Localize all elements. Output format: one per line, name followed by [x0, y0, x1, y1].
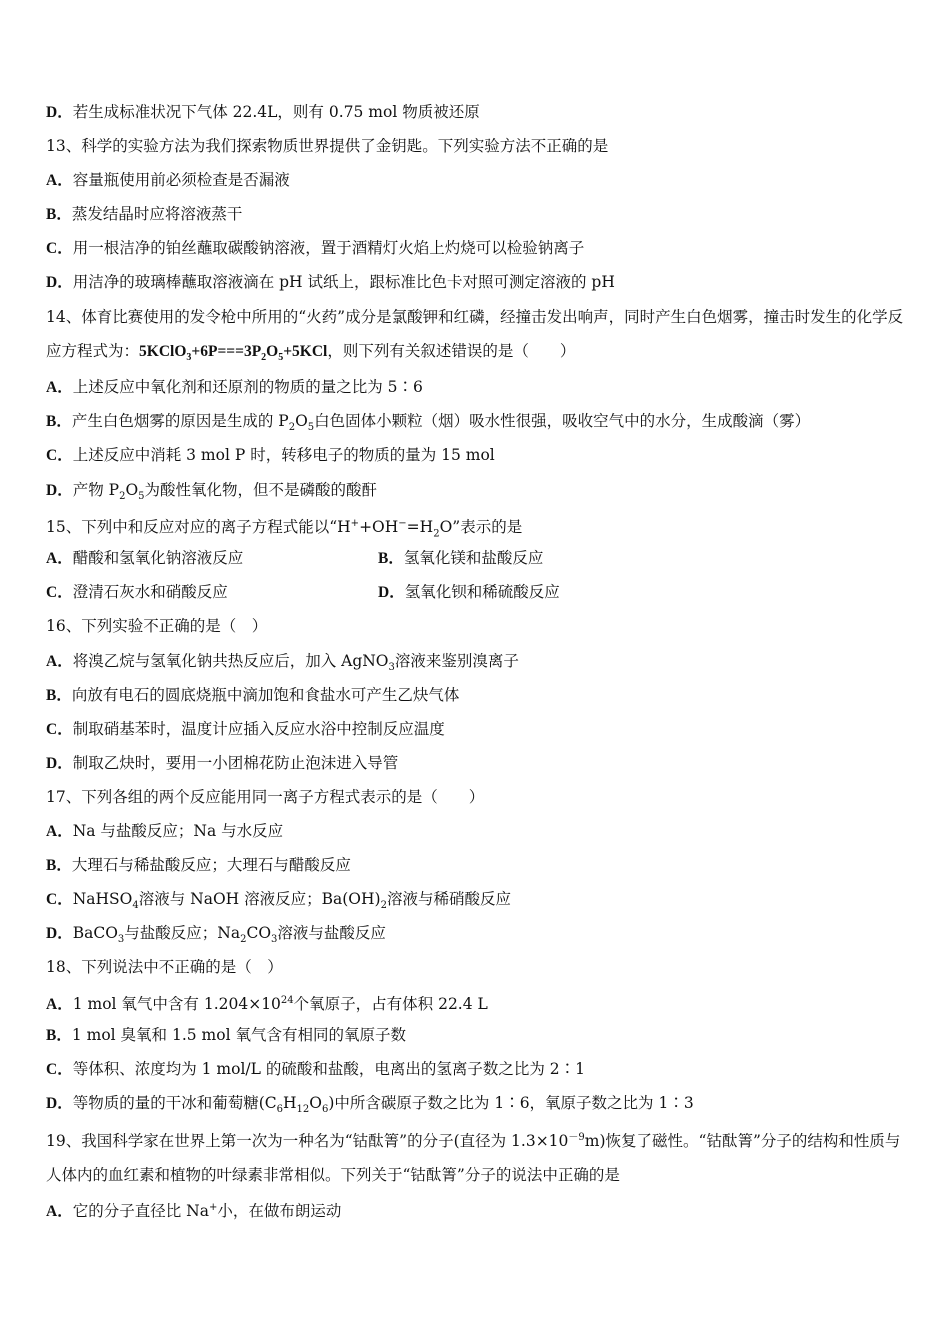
- option-label: A．: [46, 379, 73, 396]
- q14-equation: $5KClO_3+6P===3P_2O_5+5KCl$: [139, 343, 328, 364]
- q15-option-d: D．氢氧化钡和稀硫酸反应: [378, 583, 560, 601]
- q18-stem: 18、下列说法中不正确的是（ ）: [46, 958, 283, 976]
- q15-option-c: C．澄清石灰水和硝酸反应: [46, 583, 228, 601]
- q17-option-a: [46, 820, 283, 843]
- option-label: D．: [46, 755, 73, 772]
- option-text: 它的分子直径比 Na+小，在做布朗运动: [72, 1202, 342, 1221]
- option-text: 1 mol 氧气中含有 $1.204\times 10^{24}$个氧原子，占有体积 22.4 L: [72, 995, 488, 1014]
- q13-option-c: [46, 237, 584, 260]
- q15-options-row2: [46, 581, 906, 604]
- option-label: A．: [46, 823, 73, 840]
- q18-option-b: [46, 1024, 406, 1047]
- q16-option-c: [46, 718, 445, 741]
- q15-option-a: A．醋酸和氢氧化钠溶液反应: [46, 549, 244, 567]
- option-label: B．: [46, 687, 72, 704]
- option-text: 容量瓶使用前必须检查是否漏液: [72, 171, 290, 189]
- option-text: NaHSO$_4$溶液与 NaOH 溶液反应；$Ba(OH)_2$溶液与稀硝酸反应: [72, 890, 511, 912]
- q14-stem: [46, 300, 904, 375]
- q14-option-d: [46, 479, 377, 508]
- option-label: B．: [46, 413, 72, 430]
- option-text: 用洁净的玻璃棒蘸取溶液滴在 pH 试纸上，跟标准比色卡对照可测定溶液的 pH: [72, 273, 615, 291]
- q13-option-d: [46, 271, 615, 294]
- option-label: A．: [46, 1203, 73, 1221]
- q17-option-d: [46, 922, 386, 951]
- option-label: A．: [46, 172, 73, 189]
- option-label: C．: [46, 891, 73, 908]
- option-label: C．: [46, 721, 73, 738]
- option-text: 将溴乙烷与氢氧化钠共热反应后，加入 AgNO$_3$溶液来鉴别溴离子: [72, 652, 519, 674]
- option-label: D．: [46, 1095, 73, 1112]
- option-label: D．: [46, 104, 73, 121]
- option-text: 蒸发结晶时应将溶液蒸干: [71, 205, 243, 223]
- q16-option-b: [46, 684, 459, 707]
- option-label: D．: [46, 482, 73, 499]
- q17-stem: 17、下列各组的两个反应能用同一离子方程式表示的是（ ）: [46, 788, 485, 806]
- option-label: C．: [46, 1061, 73, 1078]
- q18-option-c: [46, 1058, 585, 1081]
- option-text: 向放有电石的圆底烧瓶中滴加饱和食盐水可产生乙炔气体: [71, 686, 460, 704]
- option-text: 大理石与稀盐酸反应；大理石与醋酸反应: [71, 856, 351, 874]
- option-text: 上述反应中消耗 3 mol P 时，转移电子的物质的量为 15 mol: [72, 446, 495, 464]
- option-text: 用一根洁净的铂丝蘸取碳酸钠溶液，置于酒精灯火焰上灼烧可以检验钠离子: [72, 239, 585, 257]
- option-label: D．: [46, 925, 73, 942]
- q12-option-d: [46, 101, 480, 124]
- option-text: BaCO$_3$与盐酸反应；$Na_2CO_3$溶液与盐酸反应: [72, 924, 386, 946]
- option-label: B．: [46, 857, 72, 874]
- q16-option-a: [46, 650, 519, 679]
- option-text: 等物质的量的干冰和葡萄糖$(C_6H_{12}O_6)$中所含碳原子数之比为 1∶6，氧原子数之比为 1∶3: [72, 1094, 694, 1116]
- q15-options-row1: [46, 547, 906, 570]
- option-text: 产物 $P_2O_5$为酸性氧化物，但不是磷酸的酸酐: [72, 481, 378, 503]
- option-text: Na 与盐酸反应；Na 与水反应: [72, 822, 284, 840]
- q16-option-d: [46, 752, 398, 775]
- q19-option-a: [46, 1197, 341, 1223]
- option-text: 制取硝基苯时，温度计应插入反应水浴中控制反应温度: [72, 720, 445, 738]
- q13-option-b: [46, 203, 242, 226]
- q17-option-b: [46, 854, 351, 877]
- option-text: 若生成标准状况下气体 22.4L，则有 0.75 mol 物质被还原: [72, 103, 480, 121]
- option-text: 产生白色烟雾的原因是生成的 $P_2O_5$白色固体小颗粒（烟）吸水性很强，吸收空气中的水分，生成酸滴（雾）: [71, 412, 811, 434]
- option-label: A．: [46, 996, 73, 1014]
- q14-option-b: [46, 410, 810, 439]
- q14-option-c: [46, 444, 495, 467]
- q14-stem-part2: ，则下列有关叙述错误的是（ ）: [327, 342, 576, 360]
- q13-stem: 13、科学的实验方法为我们探索物质世界提供了金钥匙。下列实验方法不正确的是: [46, 137, 609, 155]
- option-label: C．: [46, 240, 73, 257]
- option-text: 等体积、浓度均为 1 mol/L 的硫酸和盐酸，电离出的氢离子数之比为 2∶1: [72, 1060, 585, 1078]
- q16-stem: 16、下列实验不正确的是（ ）: [46, 617, 268, 635]
- q19-stem: 19、我国科学家在世界上第一次为一种名为“钴酞箐”的分子(直径为 $1.3\times 10^{-9}m$)恢复了磁性。“钴酞箐”分子的结构和性质与人体内的血红素和植物的叶绿素非常相似。下列关于“钴酞箐”分子的说法中正确的是: [46, 1132, 901, 1185]
- q14-stem-part1: 14、体育比赛使用的发令枪中所用的“火药”成分是氯酸钾和红磷，经撞击发出响声，同时产生白色烟雾，撞击时发生的化学反应方程式为：: [46, 308, 904, 360]
- option-label: C．: [46, 447, 73, 464]
- option-text: 上述反应中氧化剂和还原剂的物质的量之比为 5∶6: [72, 378, 423, 396]
- option-label: A．: [46, 653, 73, 670]
- q17-option-c: [46, 888, 511, 917]
- option-text: 1 mol 臭氧和 1.5 mol 氧气含有相同的氧原子数: [71, 1026, 406, 1044]
- option-text: 制取乙炔时，要用一小团棉花防止泡沫进入导管: [72, 754, 399, 772]
- q18-option-a: [46, 990, 488, 1016]
- option-label: D．: [46, 274, 73, 291]
- q18-option-d: [46, 1092, 694, 1121]
- option-label: B．: [46, 206, 72, 223]
- q15-option-b: B．氢氧化镁和盐酸反应: [378, 549, 544, 567]
- q15-stem: 15、下列中和反应对应的离子方程式能以“$H^++OH^-=H_2O$”表示的是: [46, 518, 523, 540]
- option-label: B．: [46, 1027, 72, 1044]
- q13-option-a: [46, 169, 290, 192]
- q14-option-a: [46, 376, 423, 399]
